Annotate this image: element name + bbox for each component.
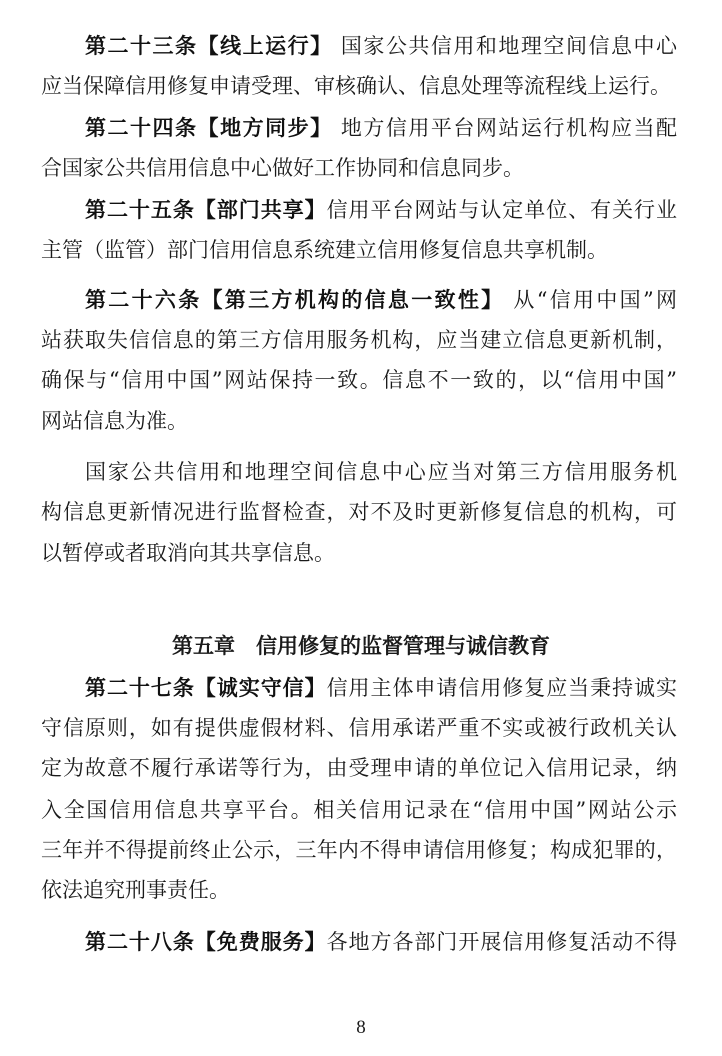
paragraph-line-2: 构信息更新情况进行监督检查，对不及时更新修复信息的机构，可 [41, 500, 677, 524]
article-26-line-1: 第二十六条【第三方机构的信息一致性】 从“信用中国”网 [85, 288, 677, 312]
chapter-heading: 第五章 信用修复的监督管理与诚信教育 [172, 634, 550, 658]
article-24-line-2: 合国家公共信用信息中心做好工作协同和信息同步。 [41, 156, 524, 180]
article-25-line-2: 主管（监管）部门信用信息系统建立信用修复信息共享机制。 [41, 238, 608, 262]
article-heading: 第二十八条【免费服务】 [85, 930, 327, 954]
article-27-line-5: 三年并不得提前终止公示，三年内不得申请信用修复；构成犯罪的， [41, 838, 677, 862]
article-23-line-2: 应当保障信用修复申请受理、审核确认、信息处理等流程线上运行。 [41, 74, 671, 98]
article-23-line-1: 第二十三条【线上运行】 国家公共信用和地理空间信息中心 [85, 34, 677, 58]
page-number: 8 [356, 1017, 366, 1038]
article-28-line-1: 第二十八条【免费服务】各地方各部门开展信用修复活动不得 [85, 930, 677, 954]
article-heading: 第二十七条【诚实守信】 [85, 676, 327, 700]
article-25-line-1: 第二十五条【部门共享】信用平台网站与认定单位、有关行业 [85, 198, 677, 222]
article-24-line-1: 第二十四条【地方同步】 地方信用平台网站运行机构应当配 [85, 116, 677, 140]
article-27-line-1: 第二十七条【诚实守信】信用主体申请信用修复应当秉持诚实 [85, 676, 677, 700]
article-heading: 第二十五条【部门共享】 [85, 198, 327, 222]
article-heading: 第二十六条【第三方机构的信息一致性】 [85, 288, 505, 312]
article-27-line-6: 依法追究刑事责任。 [41, 878, 230, 902]
paragraph-line-1: 国家公共信用和地理空间信息中心应当对第三方信用服务机 [85, 460, 677, 484]
article-26-line-3: 确保与“信用中国”网站保持一致。信息不一致的，以“信用中国” [41, 368, 677, 392]
paragraph-line-3: 以暂停或者取消向其共享信息。 [41, 541, 335, 565]
article-26-line-4: 网站信息为准。 [41, 409, 188, 433]
article-heading: 第二十三条【线上运行】 [85, 34, 333, 58]
article-27-line-3: 定为故意不履行承诺等行为，由受理申请的单位记入信用记录，纳 [41, 756, 677, 780]
article-heading: 第二十四条【地方同步】 [85, 116, 333, 140]
article-27-line-4: 入全国信用信息共享平台。相关信用记录在“信用中国”网站公示 [41, 798, 677, 822]
article-27-line-2: 守信原则，如有提供虚假材料、信用承诺严重不实或被行政机关认 [41, 716, 677, 740]
article-26-line-2: 站获取失信信息的第三方信用服务机构，应当建立信息更新机制， [41, 328, 677, 352]
